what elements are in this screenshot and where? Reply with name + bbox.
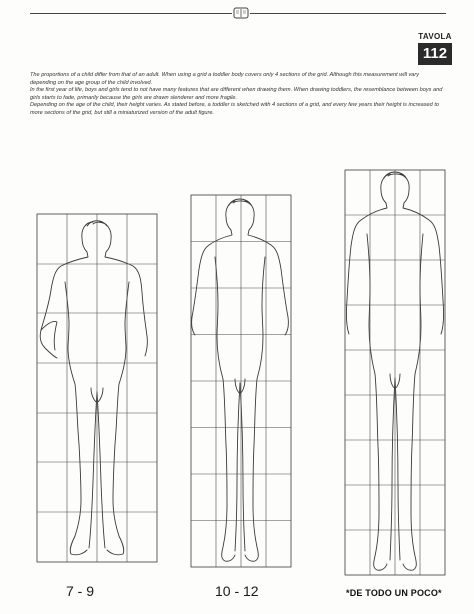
figure-child-10-12 (189, 193, 295, 571)
figure-grid (37, 214, 157, 562)
figure-child-teen (343, 168, 449, 578)
age-label-7-9: 7 - 9 (66, 583, 95, 599)
intro-paragraph: Depending on the age of the child, their height varies. As stated before, a toddler is sketched with 4 sections of a grid, and every few years their height is increased to more sections of the grid, but still a miniaturized version of the adult figure. (30, 102, 439, 116)
plate-label: TAVOLA (418, 32, 452, 41)
figure-grid-7-9 (35, 212, 161, 567)
intro-text (30, 72, 446, 118)
figure-grid-teen (343, 168, 449, 578)
intro-paragraph: In the first year of life, boys and girls tend to not have many features that are different when drawing them. When drawing toddlers, the resemblance between boys and girls starts to fade, primarily because the girls are drawn slenderer and more fragile. (30, 87, 443, 101)
figure-body-outline (40, 221, 147, 555)
figure-child-7-9 (35, 212, 161, 567)
figure-body-outline (192, 199, 289, 561)
watermark-text: *DE TODO UN POCO* (346, 588, 442, 598)
age-label-10-12: 10 - 12 (215, 583, 259, 599)
intro-paragraph: The proportions of a child differ from that of an adult. When using a grid a toddler body covers only 4 sections of the grid. Although this measurement will vary depending on the age group of the child involved. (30, 72, 420, 86)
plate-badge (418, 32, 452, 68)
figure-grid-10-12 (189, 193, 295, 571)
figure-grid (345, 170, 445, 575)
book-ornament-icon (232, 6, 250, 20)
plate-number: 112 (418, 43, 452, 65)
